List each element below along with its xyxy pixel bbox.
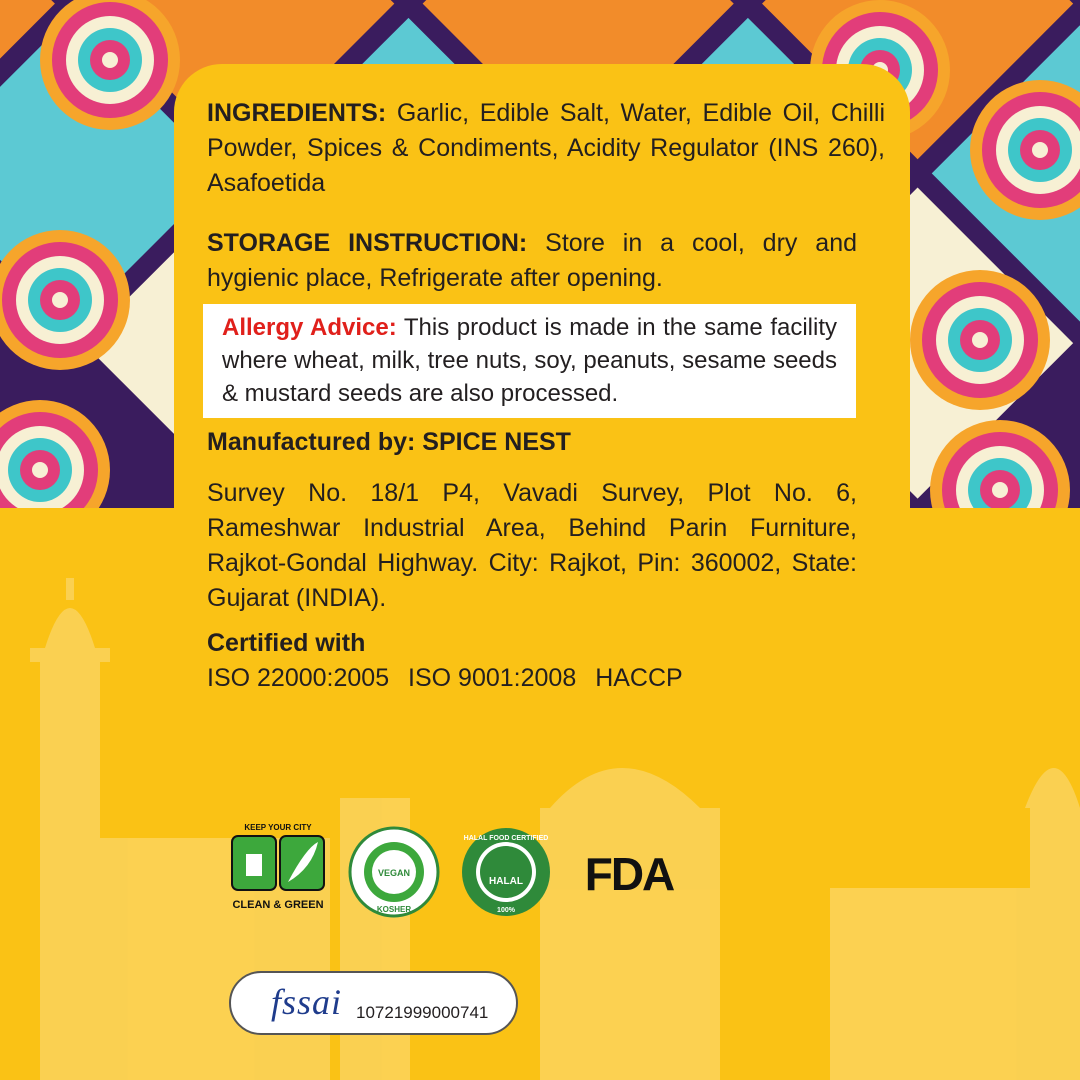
clean-green-logo: [226, 818, 330, 914]
clean-green-bottom-text: CLEAN & GREEN: [232, 899, 324, 911]
certification-item: ISO 9001:2008: [408, 664, 577, 692]
allergy-label: Allergy Advice:: [222, 314, 397, 341]
allergy-text: This product is made in the same facility where wheat, milk, tree nuts, soy, peanuts, sesame seeds & mustard seeds are also processed.: [222, 314, 838, 407]
certification-item: ISO 22000:2005: [207, 664, 390, 692]
halal-logo: [460, 826, 552, 918]
manufacturer-address: Survey No. 18/1 P4, Vavadi Survey, Plot No. 6, Rameshwar Industrial Area, Behind Parin Furniture, Rajkot-Gondal Highway. City: Rajkot, Pin: 360002, State: Gujarat (INDIA).: [207, 479, 857, 612]
certification-title: Certified with: [207, 629, 366, 657]
ingredients-section: [207, 96, 885, 201]
fssai-logo: fssai: [271, 982, 343, 1022]
vegan-ring-text: KOSHER: [376, 905, 412, 914]
halal-ring-text: HALAL FOOD CERTIFIED: [463, 835, 549, 842]
manufacturer-title: Manufactured by: SPICE NEST: [207, 428, 571, 456]
fssai-license-box: [229, 971, 518, 1035]
certification-list: [207, 664, 695, 693]
storage-section: [207, 226, 857, 296]
certification-item: HACCP: [595, 664, 683, 692]
ingredients-text: Garlic, Edible Salt, Water, Edible Oil, Chilli Powder, Spices & Condiments, Acidity Regulator (INS 260), Asafoetida: [207, 99, 885, 197]
fssai-license-number: 10721999000741: [356, 1003, 489, 1022]
halal-bottom-text: 100%: [497, 907, 515, 914]
fda-text: FDA: [584, 848, 674, 898]
fda-logo: [570, 848, 688, 898]
storage-label: STORAGE INSTRUCTION:: [207, 229, 528, 257]
storage-text: Store in a cool, dry and hygienic place, Refrigerate after opening.: [207, 229, 858, 292]
ingredients-label: INGREDIENTS:: [207, 99, 387, 127]
clean-green-top-text: KEEP YOUR CITY: [244, 823, 312, 832]
vegan-center-text: VEGAN: [377, 868, 411, 878]
halal-center-text: HALAL: [489, 876, 523, 887]
allergy-section: [222, 311, 837, 410]
vegan-kosher-logo: [348, 826, 440, 918]
